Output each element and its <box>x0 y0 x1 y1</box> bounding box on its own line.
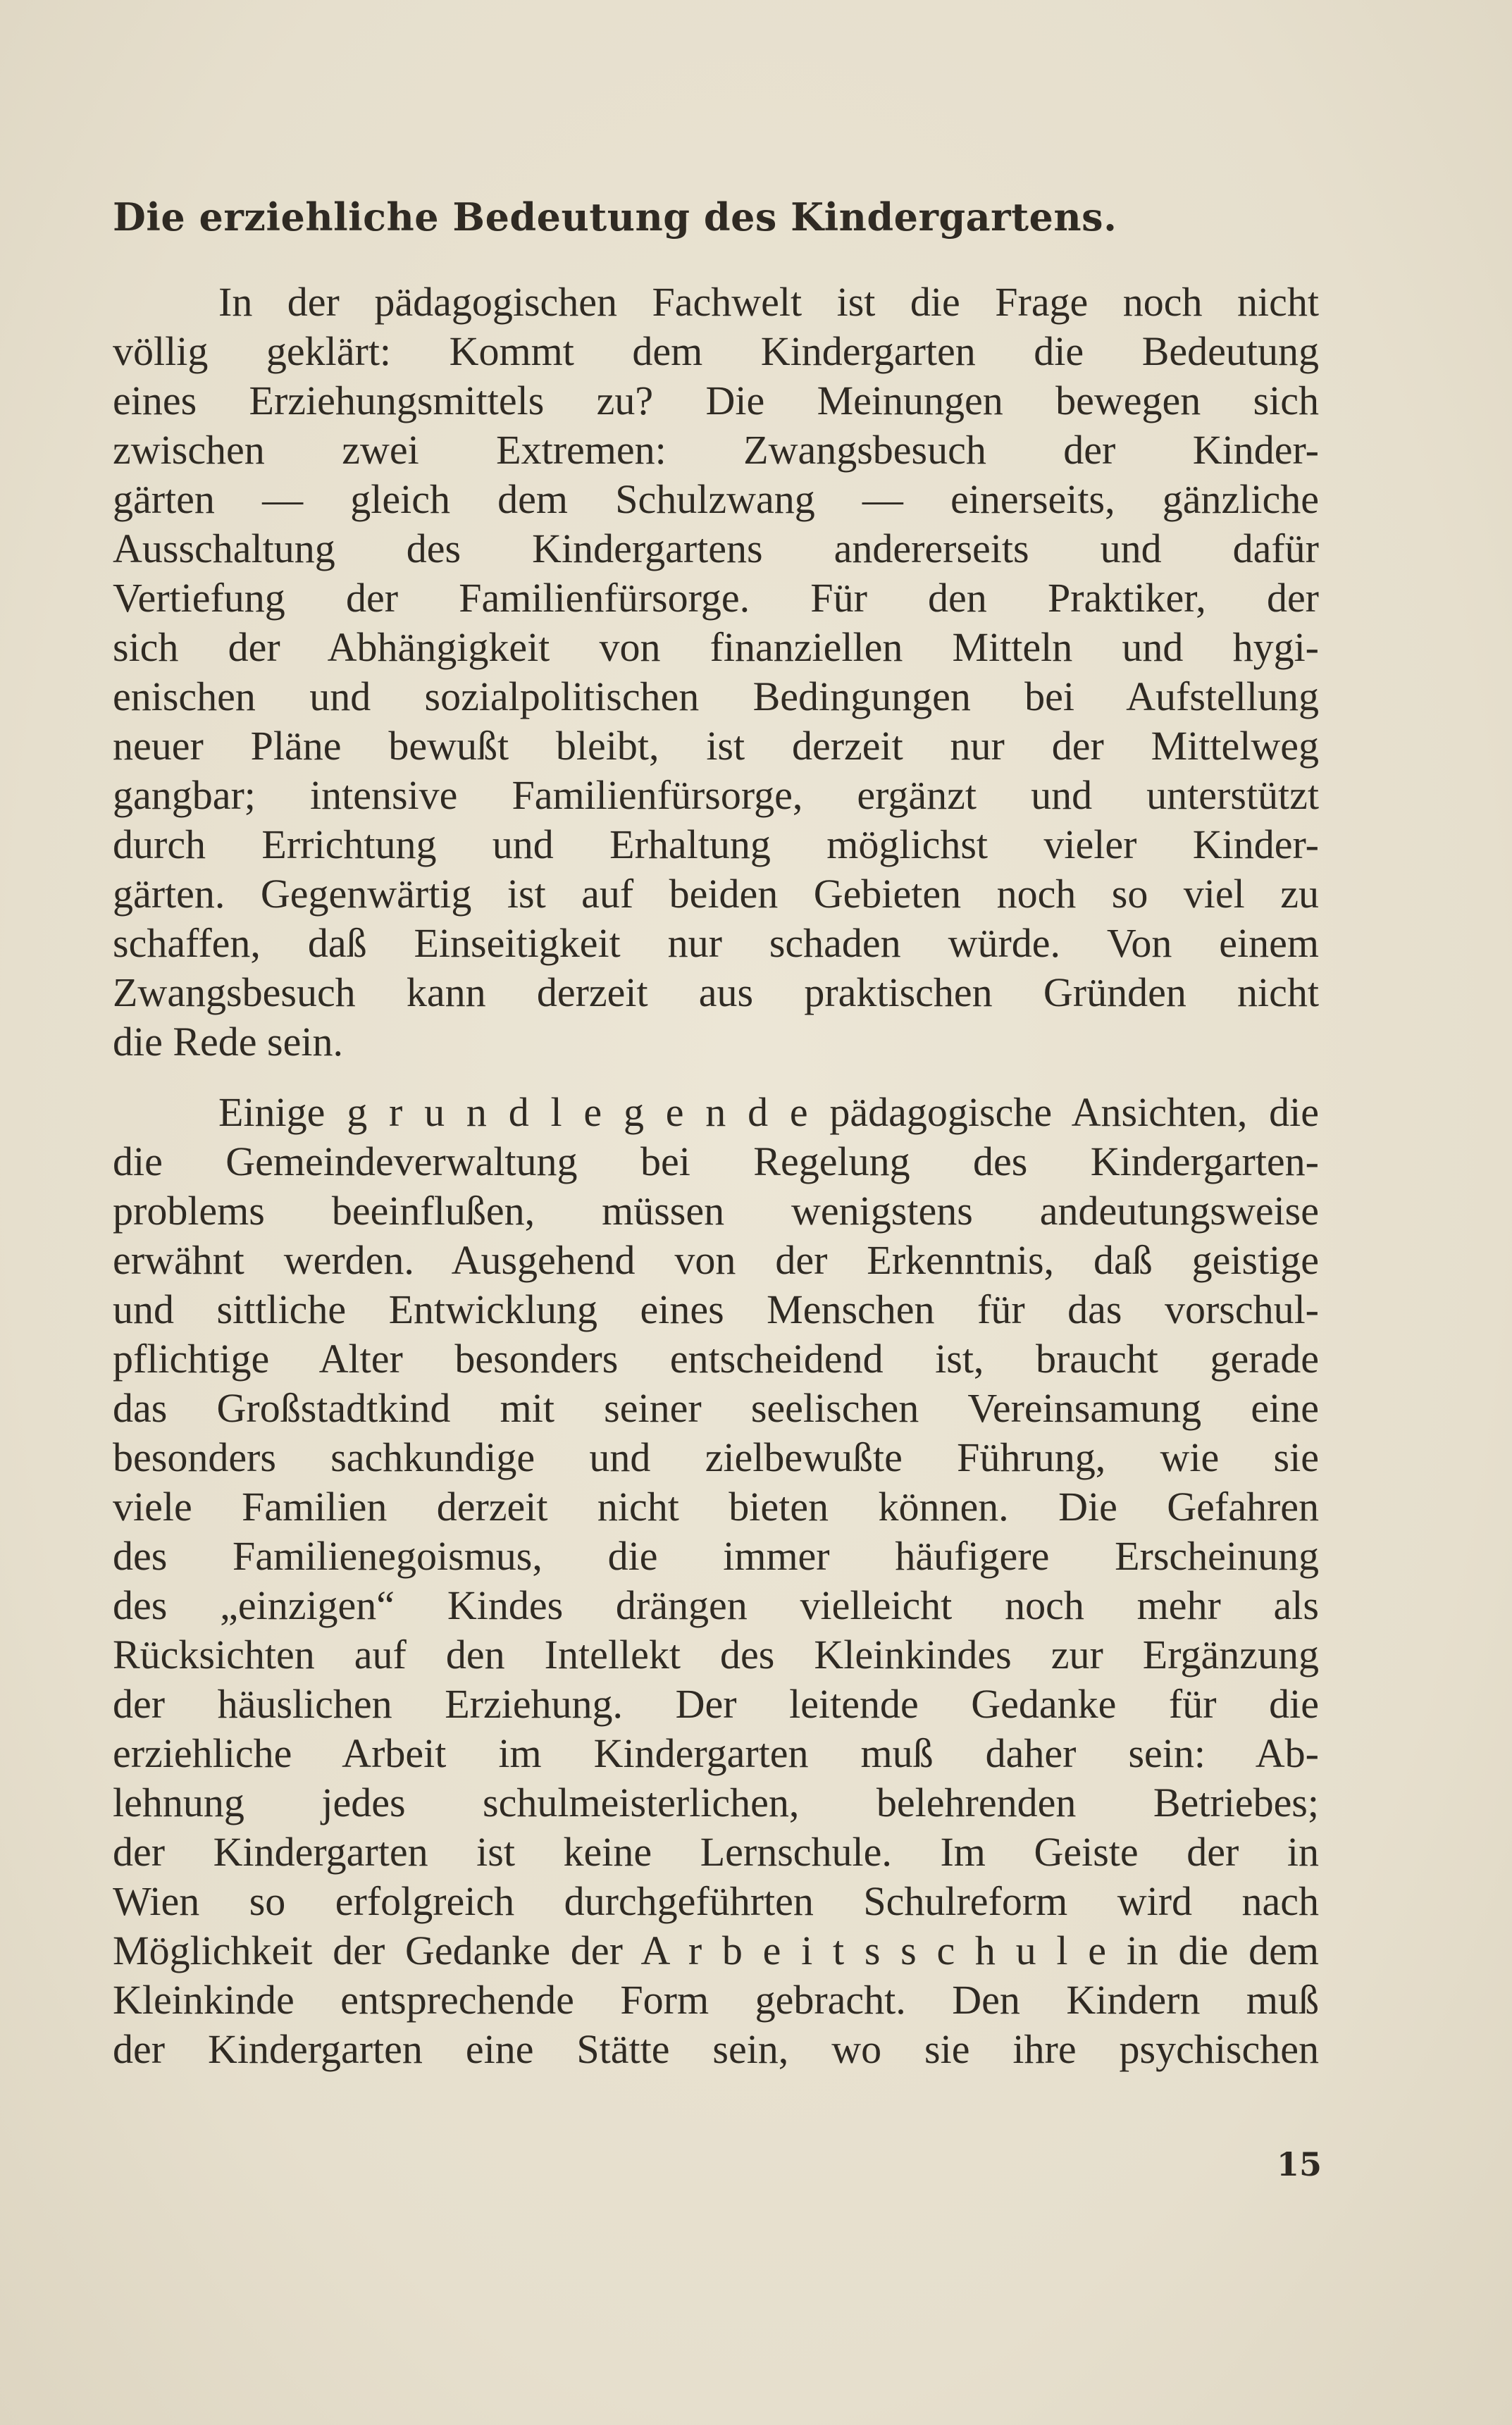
text-line: Möglichkeit der Gedanke der A r b e i t s s c h u l e in die dem <box>113 1928 1319 1973</box>
text-line: lehnung jedes schulmeisterlichen, belehrenden Betriebes; <box>113 1780 1319 1825</box>
text-line: neuer Pläne bewußt bleibt, ist derzeit nur der Mittelweg <box>113 723 1319 769</box>
paragraph-2 <box>113 1088 1319 2074</box>
text-line: gärten — gleich dem Schulzwang — einerseits, gänzliche <box>113 476 1319 522</box>
text-line: eines Erziehungsmittels zu? Die Meinungen bewegen sich <box>113 378 1319 423</box>
text-line: der häuslichen Erziehung. Der leitende Gedanke für die <box>113 1681 1319 1727</box>
text-line: problems beeinflußen, müssen wenigstens andeutungsweise <box>113 1188 1319 1234</box>
text-line: Vertiefung der Familienfürsorge. Für den Praktiker, der <box>113 575 1319 621</box>
text-line: In der pädagogischen Fachwelt ist die Frage noch nicht <box>218 279 1319 325</box>
text-line: schaffen, daß Einseitigkeit nur schaden würde. Von einem <box>113 920 1319 966</box>
text-line: besonders sachkundige und zielbewußte Führung, wie sie <box>113 1434 1319 1480</box>
text-line: Zwangsbesuch kann derzeit aus praktischen Gründen nicht <box>113 969 1319 1015</box>
text-line: enischen und sozialpolitischen Bedingungen bei Aufstellung <box>113 674 1319 719</box>
text-line: die Rede sein. <box>113 1019 343 1065</box>
page-number: 15 <box>1276 2145 1322 2183</box>
text-line: sich der Abhängigkeit von finanziellen Mitteln und hygi- <box>113 624 1319 670</box>
text-line: Kleinkinde entsprechende Form gebracht. Den Kindern muß <box>113 1977 1319 2023</box>
text-line: erwähnt werden. Ausgehend von der Erkenntnis, daß geistige <box>113 1237 1319 1283</box>
text-line: zwischen zwei Extremen: Zwangsbesuch der Kinder- <box>113 427 1319 473</box>
text-line: völlig geklärt: Kommt dem Kindergarten die Bedeutung <box>113 328 1319 374</box>
text-line: Wien so erfolgreich durchgeführten Schulreform wird nach <box>113 1878 1319 1924</box>
text-line: erziehliche Arbeit im Kindergarten muß daher sein: Ab- <box>113 1730 1319 1776</box>
text-line: und sittliche Entwicklung eines Menschen für das vorschul- <box>113 1286 1319 1332</box>
text-line: viele Familien derzeit nicht bieten können. Die Gefahren <box>113 1484 1319 1530</box>
text-line: pflichtige Alter besonders entscheidend ist, braucht gerade <box>113 1336 1319 1382</box>
text-line: durch Errichtung und Erhaltung möglichst vieler Kinder- <box>113 821 1319 867</box>
text-line: der Kindergarten ist keine Lernschule. Im Geiste der in <box>113 1829 1319 1875</box>
text-line: Ausschaltung des Kindergartens andererseits und dafür <box>113 526 1319 571</box>
text-line: die Gemeindeverwaltung bei Regelung des Kindergarten- <box>113 1139 1319 1184</box>
text-line: der Kindergarten eine Stätte sein, wo sie ihre psychischen <box>113 2026 1319 2072</box>
text-line: gärten. Gegenwärtig ist auf beiden Gebieten noch so viel zu <box>113 871 1319 917</box>
text-line: gangbar; intensive Familienfürsorge, ergänzt und unterstützt <box>113 772 1319 818</box>
text-line: Rücksichten auf den Intellekt des Kleinkindes zur Ergänzung <box>113 1632 1319 1677</box>
text-line: des „einzigen“ Kindes drängen vielleicht noch mehr als <box>113 1582 1319 1628</box>
paragraph-1 <box>113 278 1319 1067</box>
page-heading: Die erziehliche Bedeutung des Kindergartens. <box>113 194 1117 240</box>
text-line: Einige g r u n d l e g e n d e pädagogische Ansichten, die <box>218 1089 1319 1135</box>
text-line: das Großstadtkind mit seiner seelischen Vereinsamung eine <box>113 1385 1319 1431</box>
text-line: des Familienegoismus, die immer häufigere Erscheinung <box>113 1533 1319 1579</box>
